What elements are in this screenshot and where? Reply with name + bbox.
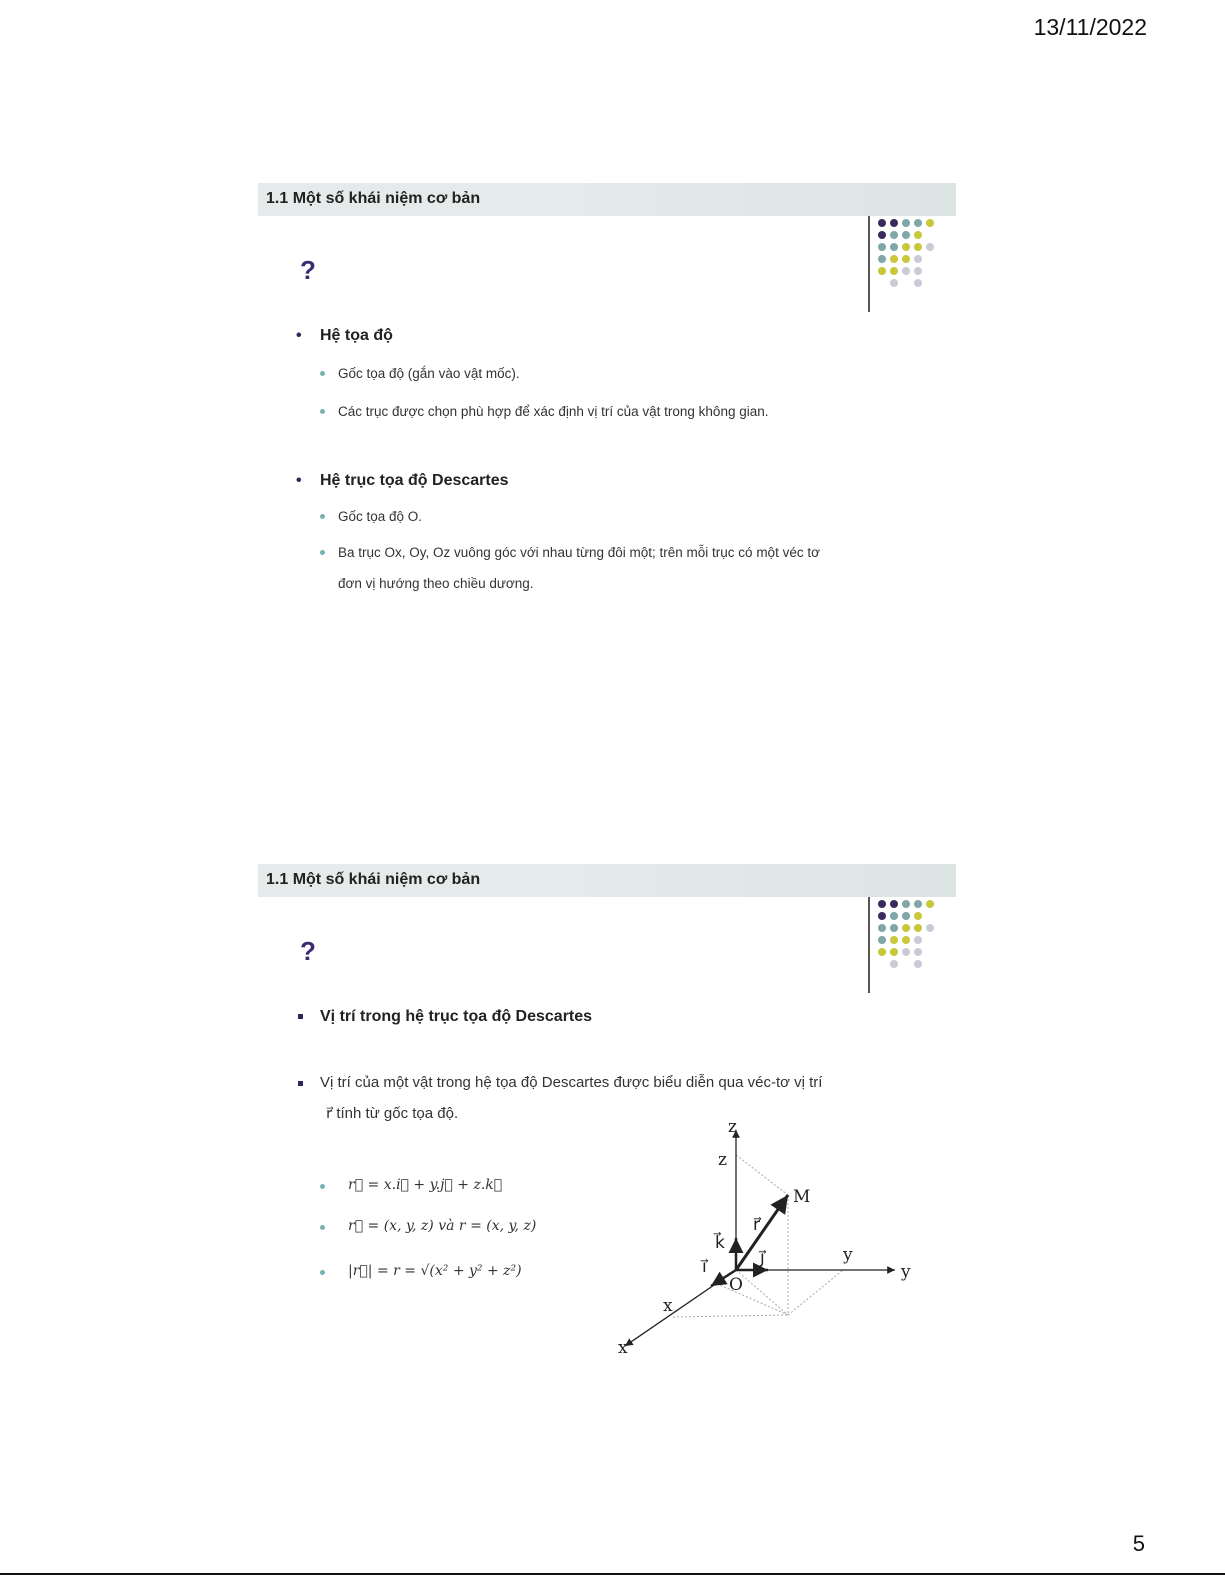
bullet-dot [320, 1184, 325, 1189]
decorative-dot [890, 255, 898, 263]
vertical-divider [868, 216, 870, 312]
slide-title: 1.1 Một số khái niệm cơ bản [266, 871, 481, 888]
decorative-dot [878, 219, 886, 227]
decorative-dot [926, 243, 934, 251]
decorative-dot [902, 255, 910, 263]
decorative-dot [902, 900, 910, 908]
decorative-dot [914, 912, 922, 920]
decorative-dot-grid [878, 219, 948, 291]
sub-bullet-text: Ba trục Ox, Oy, Oz vuông góc với nhau từng đôi một; trên mỗi trục có một véc tơ [338, 545, 820, 560]
y-axis-label: y [901, 1262, 911, 1282]
decorative-dot [914, 948, 922, 956]
sub-bullet-text: Các trục được chọn phù hợp để xác định vị trí của vật trong không gian. [338, 404, 769, 419]
decorative-dot [890, 219, 898, 227]
decorative-dot [878, 243, 886, 251]
decorative-dot [914, 243, 922, 251]
bullet-heading-text: Hệ trục tọa độ Descartes [320, 472, 509, 489]
decorative-dot [902, 936, 910, 944]
decorative-dot [878, 948, 886, 956]
formula-item [320, 1177, 502, 1193]
sub-bullet-text: Gốc tọa độ (gắn vào vật mốc). [338, 366, 520, 381]
point-m-label: M [793, 1187, 811, 1207]
decorative-dot [914, 219, 922, 227]
decorative-dot [890, 231, 898, 239]
decorative-dot [878, 900, 886, 908]
bullet-heading-text: Hệ tọa độ [320, 327, 393, 344]
decorative-dot [902, 243, 910, 251]
decorative-dot [902, 231, 910, 239]
decorative-dot [914, 900, 922, 908]
origin-label: O [729, 1275, 743, 1295]
bullet-dot [320, 371, 325, 376]
decorative-dot [914, 255, 922, 263]
decorative-dot [902, 912, 910, 920]
question-mark: ? [300, 936, 316, 966]
formula-text: r⃗ = x.i⃗ + y.j⃗ + z.k⃗ [348, 1177, 503, 1193]
x-axis-label: x [618, 1338, 628, 1358]
decorative-dot [890, 960, 898, 968]
x-projection-label: x [663, 1296, 673, 1316]
decorative-dot-grid [878, 900, 948, 972]
bullet-dot [320, 409, 325, 414]
formula-text: |r⃗| = r = √(x² + y² + z²) [348, 1263, 522, 1279]
coordinate-system-diagram [603, 1120, 923, 1370]
bullet-dot [320, 1225, 325, 1230]
decorative-dot [878, 924, 886, 932]
y-projection-label: y [843, 1245, 853, 1265]
sub-bullet [320, 501, 422, 532]
sub-bullet [320, 396, 768, 427]
page-date: 13/11/2022 [1033, 14, 1147, 40]
decorative-dot [878, 255, 886, 263]
decorative-dot [926, 219, 934, 227]
decorative-dot [878, 267, 886, 275]
page-number: 5 [1132, 1531, 1145, 1556]
decorative-dot [914, 231, 922, 239]
formula-text: r⃗ = (x, y, z) và r = (x, y, z) [348, 1218, 537, 1234]
decorative-dot [902, 267, 910, 275]
formula-item [320, 1218, 536, 1234]
bullet-dot [320, 1270, 325, 1275]
position-heading-text: Vị trí trong hệ trục tọa độ Descartes [320, 1008, 593, 1025]
question-mark: ? [300, 255, 316, 285]
position-heading [298, 1008, 592, 1026]
sub-bullet [320, 537, 820, 599]
slide-2 [258, 870, 966, 1470]
bullet-dot [320, 514, 325, 519]
bullet-dot [320, 550, 325, 555]
vertical-divider [868, 897, 870, 993]
decorative-dot [902, 948, 910, 956]
decorative-dot [914, 267, 922, 275]
slide-header [258, 183, 956, 216]
decorative-dot [878, 231, 886, 239]
k-vector-label: k⃗ [715, 1233, 725, 1253]
decorative-dot [914, 279, 922, 287]
decorative-dot [878, 912, 886, 920]
i-vector-label: i⃗ [702, 1257, 707, 1277]
decorative-dot [890, 936, 898, 944]
decorative-dot [914, 924, 922, 932]
decorative-dot [890, 924, 898, 932]
decorative-dot [890, 279, 898, 287]
bullet-square [298, 1014, 303, 1019]
decorative-dot [926, 900, 934, 908]
slide-1 [258, 183, 966, 783]
decorative-dot [890, 912, 898, 920]
description-line-1: Vị trí của một vật trong hệ tọa độ Descartes được biểu diễn qua véc-tơ vị trí [320, 1074, 823, 1091]
j-vector-label: j⃗ [760, 1248, 765, 1268]
formula-item [320, 1263, 522, 1279]
r-vector-label: r⃗ [753, 1215, 760, 1235]
bottom-rule [0, 1573, 1225, 1575]
sub-bullet-continuation: đơn vị hướng theo chiều dương. [338, 576, 534, 591]
z-axis-label: z [728, 1120, 737, 1137]
z-projection-label: z [718, 1150, 727, 1170]
decorative-dot [902, 219, 910, 227]
slide-header [258, 864, 956, 897]
decorative-dot [926, 924, 934, 932]
slide-title: 1.1 Một số khái niệm cơ bản [266, 190, 481, 207]
decorative-dot [902, 924, 910, 932]
decorative-dot [914, 936, 922, 944]
sub-bullet [320, 358, 520, 389]
decorative-dot [890, 243, 898, 251]
sub-bullet-text: Gốc tọa độ O. [338, 509, 423, 524]
bullet-square [298, 1081, 303, 1086]
decorative-dot [890, 267, 898, 275]
decorative-dot [914, 960, 922, 968]
bullet-heading [298, 327, 393, 345]
decorative-dot [890, 948, 898, 956]
decorative-dot [890, 900, 898, 908]
bullet-heading [298, 472, 509, 490]
decorative-dot [878, 936, 886, 944]
description-line-2: r⃗ tính từ gốc tọa độ. [326, 1105, 459, 1122]
